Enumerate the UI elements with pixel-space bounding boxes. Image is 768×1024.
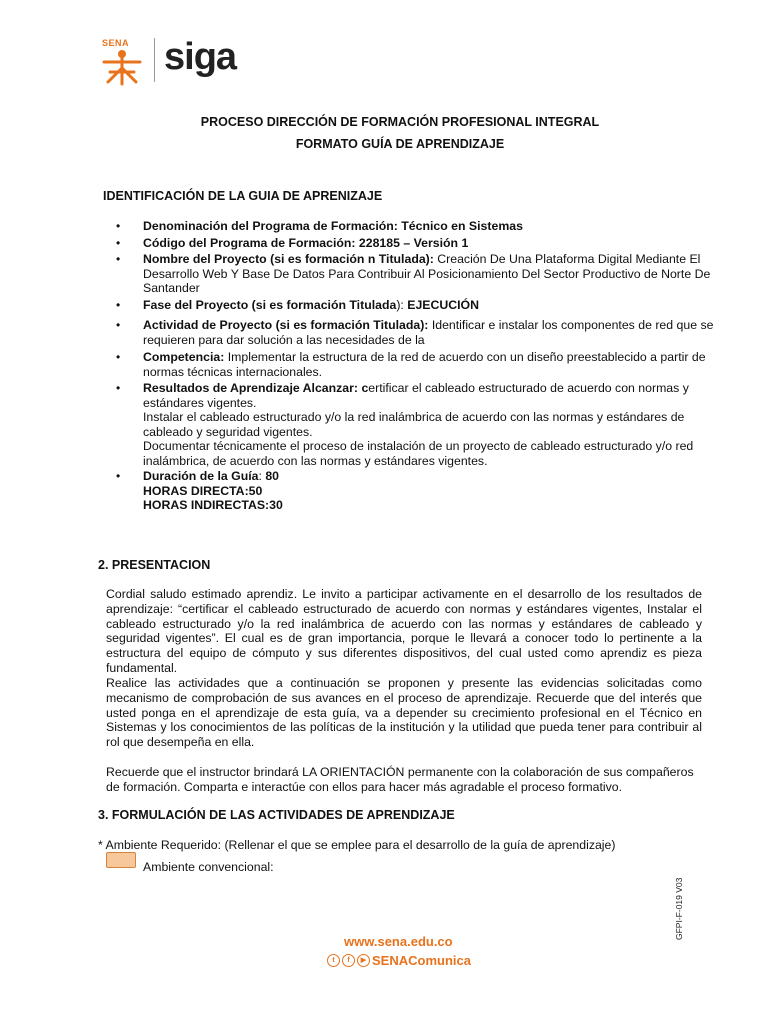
doc-code: GFPI-F-019 V03: [674, 877, 684, 940]
siga-logo-text: siga: [164, 36, 237, 78]
presentation-paragraph-1: Cordial saludo estimado aprendiz. Le invito a participar activamente en el desarrollo de los resultados de aprendizaje: “certificar el cableado estructurado de acuerdo con normas y estándares vigentes, Instalar el cableado estructurado y/o la red inalámbrica de acuerdo con las normas y estándares de cableado y seguridad vigentes”. El cual es de gran importancia, porque le llevará a conocer todo lo pertinente a la estructura del equipo de cómputo y sus diferentes dispositivos, del cual usted como aprendiz es pieza fundamental.: [106, 587, 702, 675]
sena-label: SENA: [102, 38, 130, 48]
social-handle: SENAComunica: [372, 953, 471, 968]
list-item: • Actividad de Proyecto (si es formación Titulada): Identificar e instalar los componentes de red que se requieren para dar solución a las necesidades de la: [116, 318, 714, 347]
list-item: • Denominación del Programa de Formación: Técnico en Sistemas: [116, 219, 523, 233]
doc-title-1: PROCESO DIRECCIÓN DE FORMACIÓN PROFESIONAL INTEGRAL: [200, 115, 600, 129]
list-item: • Competencia: Implementar la estructura de la red de acuerdo con un diseño preestablecido a partir de normas técnicas internacionales.: [116, 350, 706, 379]
youtube-icon: ▶: [357, 954, 370, 967]
sena-logo-icon: [100, 48, 144, 88]
ambiente-required: * Ambiente Requerido: (Rellenar el que se emplee para el desarrollo de la guía de aprendizaje): [98, 838, 616, 852]
doc-title-2: FORMATO GUÍA DE APRENDIZAJE: [295, 137, 505, 151]
activities-heading: 3. FORMULACIÓN DE LAS ACTIVIDADES DE APRENDIZAJE: [98, 808, 455, 822]
presentation-paragraph-3: Recuerde que el instructor brindará LA ORIENTACIÓN permanente con la colaboración de sus compañeros de formación. Comparta e interactúe con ellos para hacer más agradable el proceso formativo.: [106, 765, 694, 794]
facebook-icon: f: [342, 954, 355, 967]
list-item: • Resultados de Aprendizaje Alcanzar: certificar el cableado estructurado de acuerdo con normas y estándares vigentes. Instalar el cableado estructurado y/o la red inalámbrica de acuerdo con las normas y estándares de cableado y seguridad vigentes. Documentar técnicamente el proceso de instalación de un proyecto de cableado estructurado y/o red inalámbrica, de acuerdo con las normas y estándares vigentes.: [116, 381, 728, 468]
result-extra-2: Documentar técnicamente el proceso de instalación de un proyecto de cableado estructurado y/o red inalámbrica, de acuerdo con las normas y estándares vigentes.: [143, 439, 694, 468]
hours-indirect: HORAS INDIRECTAS:30: [143, 498, 283, 512]
header-logo: [96, 34, 246, 90]
presentation-paragraph-2: Realice las actividades que a continuación se proponen y presente las evidencias solicitadas como mecanismo de comprobación de sus avances en el proceso de aprendizaje. Recuerde que del interés que usted ponga en el aprendizaje de esta guía, va a depender su crecimiento profesional en el Técnico en Sistemas y los conocimientos de las políticas de la institución y la utilidad que pueda tener para contribuir al rol que desempeña en ella.: [106, 676, 702, 750]
list-item: • Código del Programa de Formación: 228185 – Versión 1: [116, 236, 469, 250]
identification-heading: IDENTIFICACIÓN DE LA GUIA DE APRENIZAJE: [103, 189, 383, 203]
logo-divider: [154, 38, 155, 82]
twitter-icon: t: [327, 954, 340, 967]
presentation-heading: 2. PRESENTACION: [98, 558, 211, 572]
list-item: • Fase del Proyecto (si es formación Titulada): EJECUCIÓN: [116, 298, 479, 312]
ambiente-checkbox-icon[interactable]: [106, 852, 136, 868]
list-item: • Duración de la Guía: 80 HORAS DIRECTA:50 HORAS INDIRECTAS:30: [116, 469, 283, 512]
ambiente-conventional: Ambiente convencional:: [143, 860, 274, 874]
footer-url[interactable]: www.sena.edu.co: [344, 934, 453, 949]
identification-list: [116, 219, 728, 519]
list-item: • Nombre del Proyecto (si es formación n Titulada): Creación De Una Plataforma Digital Mediante El Desarrollo Web Y Base De Datos Para Contribuir Al Posicionamiento Del Sector Productivo de Norte De Santander: [116, 252, 711, 295]
result-extra-1: Instalar el cableado estructurado y/o la red inalámbrica de acuerdo con las normas y estándares de cableado y seguridad vigentes.: [143, 410, 685, 439]
hours-direct: HORAS DIRECTA:50: [143, 483, 263, 498]
footer-social: [327, 953, 471, 968]
